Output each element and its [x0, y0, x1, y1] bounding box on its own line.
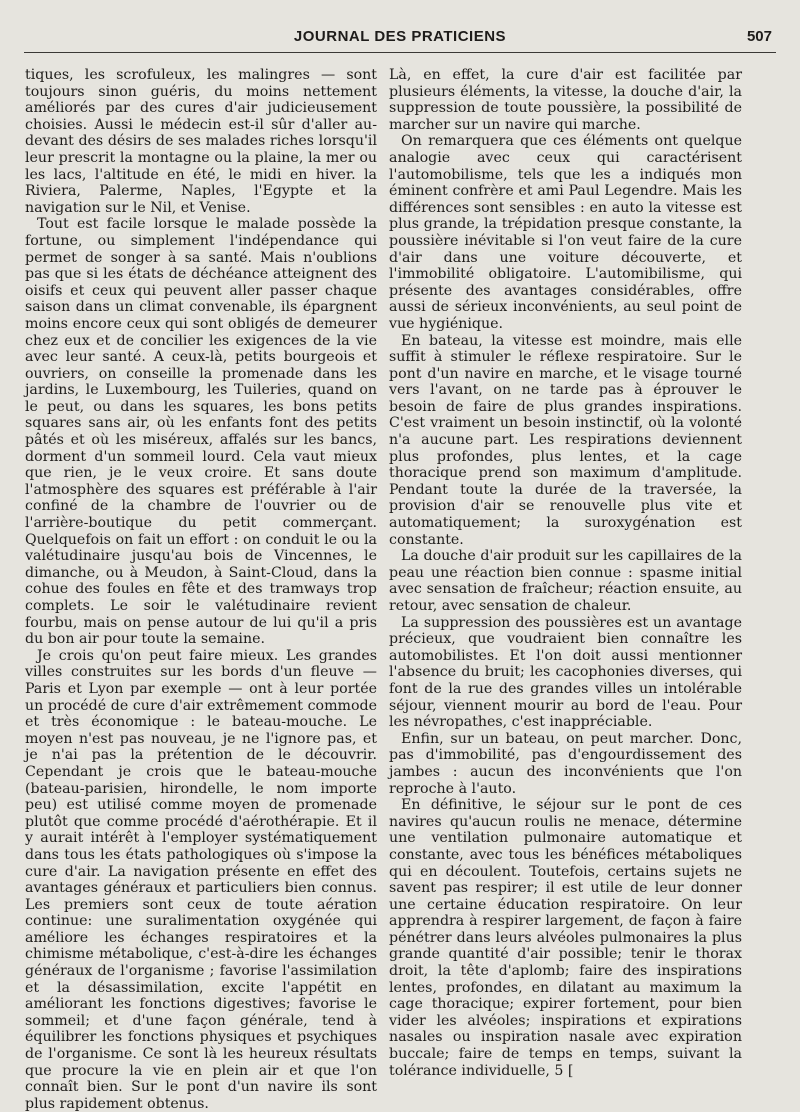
running-header — [24, 26, 776, 53]
paragraph: La douche d'air produit sur les capillaires de la peau une réaction bien connue : spasme initial avec sensation de fraîcheur; réaction ensuite, au retour, avec sensation de chaleur. — [389, 548, 742, 614]
right-column — [389, 67, 742, 1079]
paragraph: Là, en effet, la cure d'air est facilitée par plusieurs éléments, la vitesse, la douche d'air, la suppression de toute poussière, la possibilité de marcher sur un navire qui marche. — [389, 67, 742, 133]
page-number: 507 — [746, 28, 772, 45]
paragraph: Enfin, sur un bateau, on peut marcher. Donc, pas d'immobilité, pas d'engourdissement des jambes : aucun des inconvénients que l'on reproche à l'auto. — [389, 730, 742, 797]
paragraph: tiques, les scrofuleux, les malingres — sont toujours sinon guéris, du moins nettement améliorés par des cures d'air judicieusement choisies. Aussi le médecin est-il sûr d'aller au-devant des désirs de ses malades riches lorsqu'il leur prescrit la montagne ou la plaine, la mer ou les lacs, l'altitude en été, le midi en hiver. la Riviera, Palerme, Naples, l'Egypte et la navigation sur le Nil, et Venise. — [25, 67, 377, 216]
paragraph: En bateau, la vitesse est moindre, mais elle suffit à stimuler le réflexe respiratoire. Sur le pont d'un navire en marche, et le visage tourné vers l'avant, on ne tarde pas à éprouver le besoin de faire de plus grandes inspirations. C'est vraiment un besoin instinctif, où la volonté n'a aucune part. Les respirations deviennent plus profondes, plus lentes, et la cage thoracique prend son maximum d'amplitude. Pendant toute la durée de la traversée, la provision d'air se renouvelle plus vite et automatiquement; la suroxygénation est constante. — [389, 332, 742, 548]
paragraph: Tout est facile lorsque le malade possède la fortune, ou simplement l'indépendance qui permet de songer à sa santé. Mais n'oublions pas que si les états de déchéance atteignent des oisifs et ceux qui peuvent aller passer chaque saison dans un climat convenable, ils épargnent moins encore ceux qui sont obligés de demeurer chez eux et de concilier les exigences de la vie avec leur santé. A ceux-là, petits bourgeois et ouvriers, on conseille la promenade dans les jardins, le Luxembourg, les Tuileries, quand on le peut, ou dans les squares, les bons petits squares sans air, où les enfants font des petits pâtés et où les miséreux, affalés sur les bancs, dorment d'un sommeil lourd. Cela vaut mieux que rien, je le veux croire. Et sans doute l'atmosphère des squares est préférable à l'air confiné de la chambre de l'ouvrier ou de l'arrière-boutique du petit commerçant. Quelquefois on fait un effort : on conduit le ou la valétudinaire jusqu'au bois de Vincennes, le dimanche, ou à Meudon, à Saint-Cloud, dans la cohue des foules en fête et des tramways trop complets. Le soir le valétudinaire revient fourbu, mais on pense autour de lui qu'il a pris du bon air pour toute la semaine. — [25, 216, 377, 648]
paragraph: La suppression des poussières est un avantage précieux, que voudraient bien connaître les automobilistes. Et l'on doit aussi mentionner l'absence du bruit; les cacophonies diverses, qui font de la rue des grandes villes un intolérable séjour, viennent mourir au bord de l'eau. Pour les névropathes, c'est inappréciable. — [389, 614, 742, 731]
journal-title: JOURNAL DES PRATICIENS — [293, 28, 507, 45]
left-column — [25, 67, 377, 1112]
paragraph: On remarquera que ces éléments ont quelque analogie avec ceux qui caractérisent l'automobilisme, tels que les a indiqués mon éminent confrère et ami Paul Legendre. Mais les différences sont sensibles : en auto la vitesse est plus grande, la trépidation presque constante, la poussière inévitable si l'on veut faire de la cure d'air dans une voiture découverte, et l'immobilité obligatoire. L'automibilisme, qui présente des avantages considérables, offre aussi de sérieux inconvénients, au seul point de vue hygiénique. — [389, 133, 742, 332]
paragraph: En définitive, le séjour sur le pont de ces navires qu'aucun roulis ne menace, détermine une ventilation pulmonaire automatique et constante, avec tous les bénéfices métaboliques qui en découlent. Toutefois, certains sujets ne savent pas respirer; il est utile de leur donner une certaine éducation respiratoire. On leur apprendra à respirer largement, de façon à faire pénétrer dans leurs alvéoles pulmonaires la plus grande quantité d'air possible; tenir le thorax droit, la tête d'aplomb; faire des inspirations lentes, profondes, en dilatant au maximum la cage thoracique; expirer fortement, pour bien vider les alvéoles; inspirations et expirations nasales ou inspiration nasale avec expiration buccale; faire de temps en temps, suivant la tolérance individuelle, 5 [ — [389, 797, 742, 1079]
paragraph: Je crois qu'on peut faire mieux. Les grandes villes construites sur les bords d'un fleuve — Paris et Lyon par exemple — ont à leur portée un procédé de cure d'air extrêmement commode et très économique : le bateau-mouche. Le moyen n'est pas nouveau, je ne l'ignore pas, et je n'ai pas la prétention de le découvrir. Cependant je crois que le bateau-mouche (bateau-parisien, hirondelle, le nom importe peu) est utilisé comme moyen de promenade plutôt que comme procédé d'aérothérapie. Et il y aurait intérêt à l'employer systématiquement dans tous les états pathologiques où s'impose la cure d'air. La navigation présente en effet des avantages généraux et particuliers bien connus. Les premiers sont ceux de toute aération continue: une suralimentation oxygénée qui améliore les échanges respiratoires et la chimisme métabolique, c'est-à-dire les échanges généraux de l'organisme ; favorise l'assimilation et la désassimilation, excite l'appétit en améliorant les fonctions digestives; favorise le sommeil; et d'une façon générale, tend à équilibrer les fonctions physiques et psychiques de l'organisme. Ce sont là les heureux résultats que procure la vie en plein air et que l'on connaît bien. Sur le pont d'un navire ils sont plus rapidement obtenus. — [25, 647, 377, 1112]
